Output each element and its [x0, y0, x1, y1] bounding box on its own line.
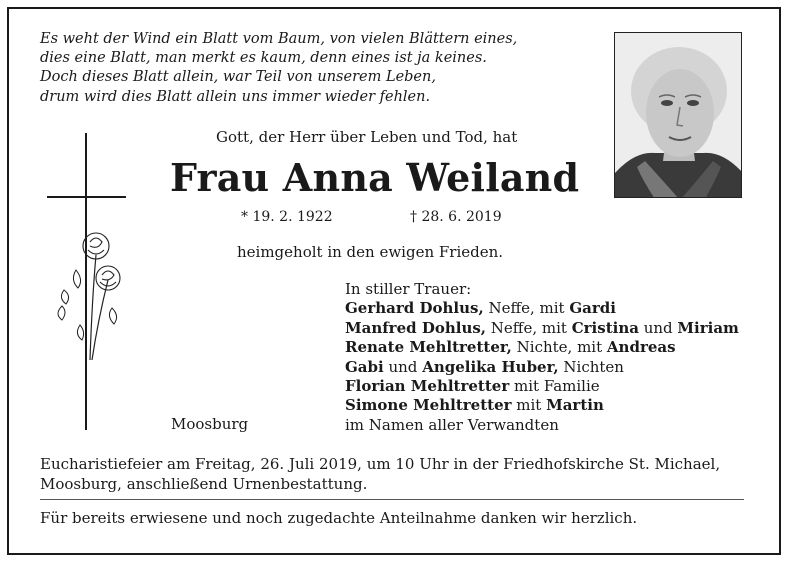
place-name: Moosburg [171, 415, 249, 433]
portrait-photo [614, 32, 742, 198]
mourner-row: Renate Mehltretter, Nichte, mit Andreas [345, 338, 676, 357]
poem-line: drum wird dies Blatt allein uns immer wieder fehlen. [40, 88, 431, 105]
mourner-row: Florian Mehltretter mit Familie [345, 377, 600, 396]
thanks-line: Für bereits erwiesene und noch zugedachte Anteilnahme danken wir herzlich. [40, 509, 638, 527]
poem [40, 30, 600, 107]
heimgeholt-line: heimgeholt in den ewigen Frieden. [237, 243, 504, 261]
mourner-row: Gabi und Angelika Huber, Nichten [345, 357, 624, 376]
poem-line: Doch dieses Blatt allein, war Teil von unserem Leben, [40, 69, 436, 86]
cross-with-roses [40, 130, 140, 440]
mourners-list [345, 280, 739, 435]
service-info: Eucharistiefeier am Freitag, 26. Juli 2019, um 10 Uhr in der Friedhofskirche St. Michael, Moosburg, anschließend Urnenbestattung. [40, 455, 721, 493]
rose-icon [96, 266, 120, 290]
mourner-row: Gerhard Dohlus, Neffe, mit Gardi [345, 299, 616, 318]
death-date: † 28. 6. 2019 [410, 209, 502, 225]
mourner-row: Simone Mehltretter mit Martin [345, 396, 604, 415]
deceased-name: Frau Anna Weiland [170, 155, 580, 200]
portrait-image [615, 33, 742, 198]
mourners-heading: In stiller Trauer: [345, 280, 472, 298]
poem-line: dies eine Blatt, man merkt es kaum, denn eines ist ja keines. [40, 50, 487, 67]
cross-icon [40, 130, 140, 440]
birth-date: * 19. 2. 1922 [241, 209, 333, 225]
divider [40, 499, 744, 500]
mourner-row: Manfred Dohlus, Neffe, mit Cristina und Miriam [345, 318, 739, 337]
poem-line: Es weht der Wind ein Blatt vom Baum, von vielen Blättern eines, [40, 31, 518, 47]
mourners-closing: im Namen aller Verwandten [345, 415, 559, 434]
intro-line: Gott, der Herr über Leben und Tod, hat [216, 128, 518, 146]
